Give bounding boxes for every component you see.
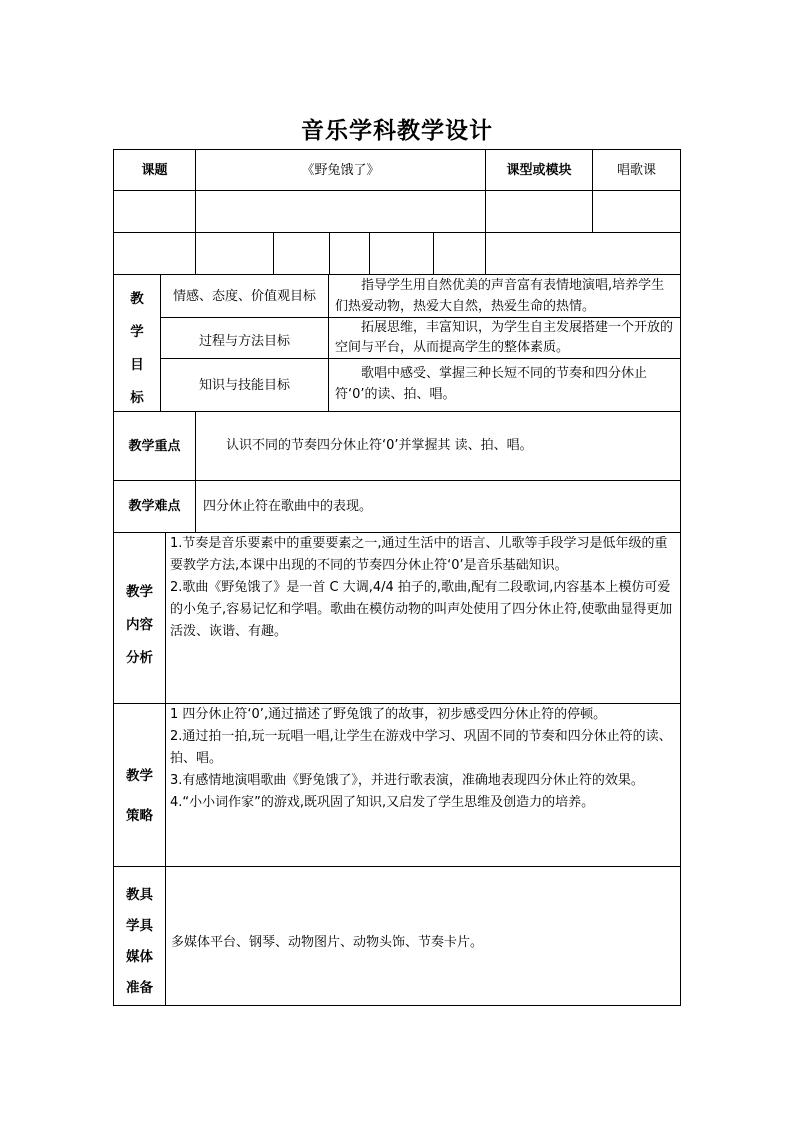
label-materials-line: 准备: [126, 980, 153, 996]
strategy-paragraph: 4.“小小词作家”的游戏,既巩固了知识,又启发了学生思维及创造力的培养。: [170, 795, 595, 810]
strategy-paragraph: 1 四分休止符‘0’,通过描述了野兔饿了的故事，初步感受四分休止符的停顿。: [170, 707, 607, 722]
objective-text-emotion: 指导学生用自然优美的声音富有表情地演唱,培养学生们热爱动物，热爱大自然，热爱生命的热情。: [335, 278, 665, 314]
label-content-analysis: [114, 576, 165, 686]
label-lesson-type: 课型或模块: [506, 162, 572, 178]
label-content-analysis-line: 内容: [126, 617, 153, 633]
label-objectives: [114, 283, 160, 411]
label-strategy: [114, 756, 165, 846]
objective-name-emotion: 情感、态度、价值观目标: [172, 288, 316, 304]
label-strategy-line: 教学: [126, 768, 153, 784]
key-point-text: 认识不同的节奏四分休止符‘0’并掌握其 读、拍、唱。: [226, 438, 533, 453]
label-materials-line: 教具: [126, 887, 153, 903]
label-content-analysis-line: 分析: [126, 650, 153, 666]
label-objectives-char: 标: [130, 390, 144, 406]
label-materials: [114, 880, 165, 1002]
content-analysis-paragraph: 1.节奏是音乐要素中的重要要素之一,通过生活中的语言、儿歌等手段学习是低年级的重要教学方法,本课中出现的不同的节奏四分休止符‘0’是音乐基础知识。: [170, 536, 668, 573]
lesson-type-value: 唱歌课: [616, 162, 656, 178]
label-materials-line: 学具: [126, 918, 153, 934]
strategy-text: [170, 704, 678, 864]
difficulty-text: 四分休止符在歌曲中的表现。: [203, 499, 373, 514]
strategy-paragraph: 3.有感情地演唱歌曲《野兔饿了》，并进行歌表演，准确地表现四分休止符的效果。: [170, 773, 644, 788]
label-topic: 课题: [141, 162, 168, 178]
strategy-paragraph: 2.通过拍一拍,玩一玩唱一唱,让学生在游戏中学习、巩固不同的节奏和四分休止符的读、拍、唱。: [170, 729, 672, 766]
objective-name-knowledge: 知识与技能目标: [198, 377, 290, 393]
label-objectives-char: 教: [130, 291, 144, 307]
label-strategy-line: 策略: [126, 808, 153, 824]
page-title: 音乐学科教学设计: [301, 117, 493, 144]
label-objectives-char: 目: [130, 357, 144, 373]
label-difficulty: 教学难点: [128, 499, 181, 514]
label-objectives-char: 学: [130, 324, 144, 340]
objective-name-process: 过程与方法目标: [198, 333, 290, 349]
label-content-analysis-line: 教学: [126, 584, 153, 600]
topic-value: 《野兔饿了》: [301, 162, 380, 178]
materials-text: 多媒体平台、钢琴、动物图片、动物头饰、节奏卡片。: [171, 935, 484, 950]
label-materials-line: 媒体: [126, 949, 153, 965]
objective-text-process: 拓展思维，丰富知识，为学生自主发展搭建一个开放的空间与平台，从而提高学生的整体素质。: [335, 320, 674, 355]
content-analysis-text: [170, 533, 678, 701]
content-analysis-paragraph: 2.歌曲《野兔饿了》是一首 C 大调,4/4 拍子的,歌曲,配有二段歌词,内容基本上模仿可爱的小兔子,容易记忆和学唱。歌曲在模仿动物的叫声处使用了四分休止符,使歌曲显得更加活泼、诙谐、有趣。: [170, 580, 673, 639]
label-key-point: 教学重点: [128, 438, 181, 454]
objective-text-knowledge: 歌唱中感受、掌握三种长短不同的节奏和四分休止符‘0’的读、拍、唱。: [335, 366, 648, 402]
